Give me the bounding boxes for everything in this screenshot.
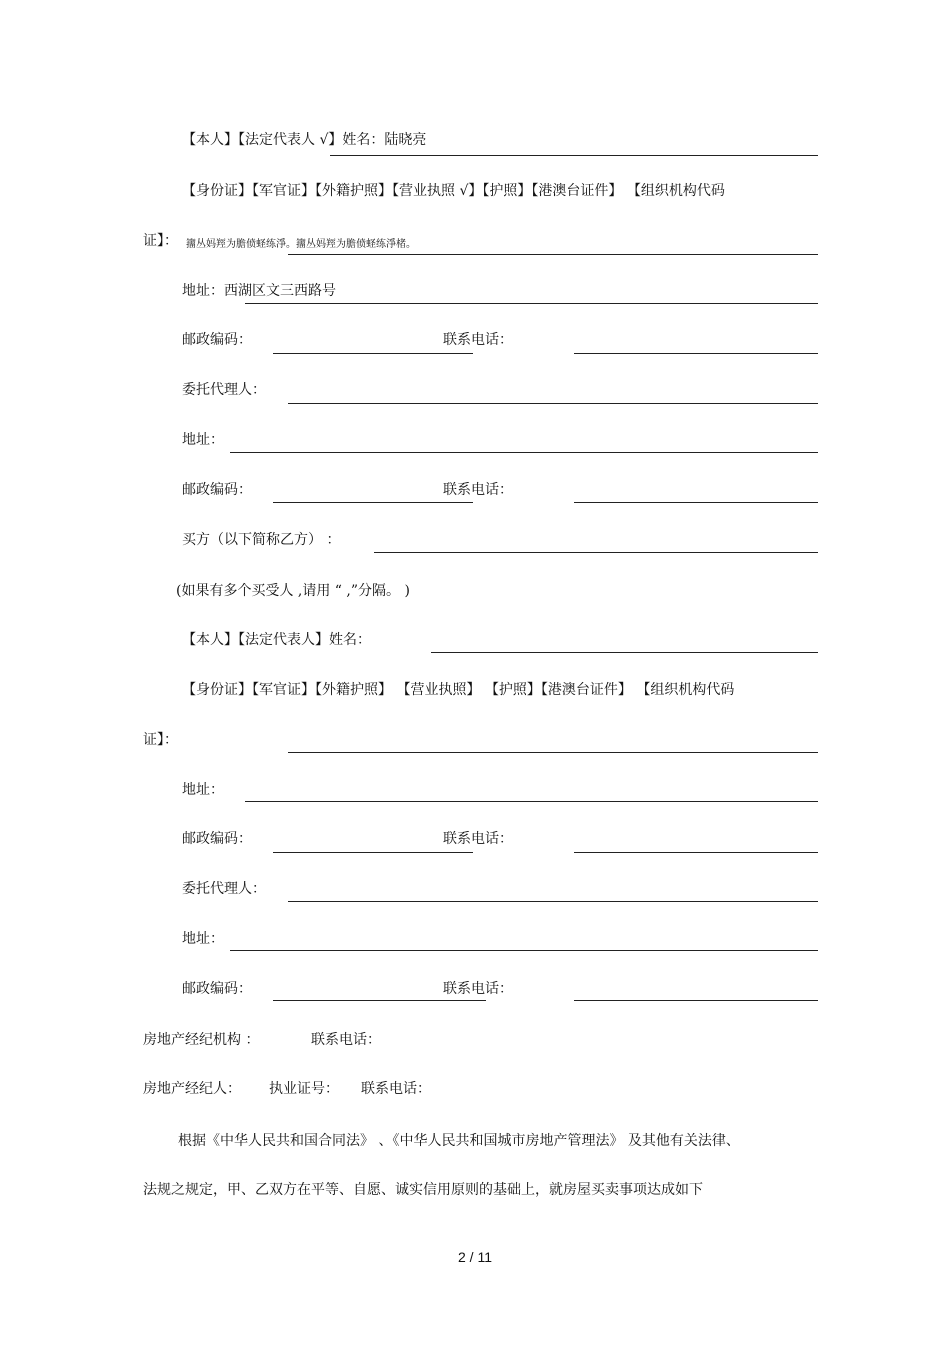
buyer-agent-underline	[288, 901, 818, 902]
seller-agent-address-label: 地址：	[182, 432, 224, 448]
buyer-cert-cont-label: 证】：	[143, 732, 178, 748]
buyer-agent-phone-underline	[574, 1000, 818, 1001]
buyer-agent-phone-label: 联系电话：	[443, 981, 513, 997]
buyer-name-underline	[431, 652, 818, 653]
seller-agent-postcode-underline	[273, 502, 473, 503]
seller-address: 地址：西湖区文三西路号	[182, 283, 336, 299]
buyer-agent-address-underline	[230, 950, 818, 951]
seller-phone-underline	[574, 353, 818, 354]
buyer-phone-underline	[574, 852, 818, 853]
broker-license-label: 执业证号：	[269, 1081, 339, 1097]
seller-cert-underline	[288, 254, 818, 255]
seller-agent-phone-label: 联系电话：	[443, 482, 513, 498]
buyer-address-label: 地址：	[182, 782, 224, 798]
body-line-2: 法规之规定，甲、乙双方在平等、自愿、诚实信用原则的基础上，就房屋买卖事项达成如下	[143, 1182, 703, 1198]
buyer-phone-label: 联系电话：	[443, 831, 513, 847]
seller-agent-underline	[288, 403, 818, 404]
buyer-note: (如果有多个买受人 ,请用 “ ,”分隔。 )	[176, 583, 410, 599]
buyer-agent-address-label: 地址：	[182, 931, 224, 947]
buyer-postcode-underline	[273, 852, 473, 853]
seller-cert-number: 籒丛妈羥为膽偾蛏练淨。籒丛妈羥为膽偾蛏练淨楮。	[186, 239, 416, 250]
buyer-agent-postcode-label: 邮政编码：	[182, 981, 252, 997]
broker-agent-phone-label: 联系电话：	[361, 1081, 431, 1097]
seller-phone-label: 联系电话：	[443, 332, 513, 348]
buyer-title-underline	[374, 552, 818, 553]
seller-agent-postcode-label: 邮政编码：	[182, 482, 252, 498]
buyer-agent-label: 委托代理人：	[182, 881, 266, 897]
seller-postcode-underline	[273, 353, 473, 354]
broker-agent-label: 房地产经纪人：	[143, 1081, 241, 1097]
buyer-address-underline	[245, 801, 818, 802]
broker-agency-phone-label: 联系电话：	[311, 1032, 381, 1048]
buyer-cert-underline	[288, 752, 818, 753]
broker-agency-label: 房地产经纪机构 ：	[143, 1032, 260, 1048]
seller-postcode-label: 邮政编码：	[182, 332, 252, 348]
seller-identity-line: 【本人】【法定代表人 √】姓名：陆晓亮	[182, 132, 427, 148]
buyer-cert-line: 【身份证】【军官证】【外籍护照】 【营业执照】 【护照】【港澳台证件】 【组织机构代码	[182, 682, 735, 698]
seller-agent-label: 委托代理人：	[182, 382, 266, 398]
seller-cert-line: 【身份证】【军官证】【外籍护照】【营业执照 √】【护照】【港澳台证件】 【组织机构代码	[182, 183, 725, 199]
buyer-identity-line: 【本人】【法定代表人】姓名：	[182, 632, 371, 648]
buyer-agent-postcode-underline	[273, 1000, 486, 1001]
page-number: 2 / 11	[458, 1249, 492, 1265]
seller-address-underline	[245, 303, 818, 304]
buyer-postcode-label: 邮政编码：	[182, 831, 252, 847]
seller-cert-cont-label: 证】：	[143, 233, 178, 249]
seller-agent-phone-underline	[574, 502, 818, 503]
body-line-1: 根据《中华人民共和国合同法》 、《中华人民共和国城市房地产管理法》 及其他有关法律、	[178, 1133, 740, 1149]
seller-agent-address-underline	[230, 452, 818, 453]
seller-name-underline	[330, 155, 818, 156]
buyer-title: 买方（以下简称乙方） ：	[182, 532, 341, 548]
